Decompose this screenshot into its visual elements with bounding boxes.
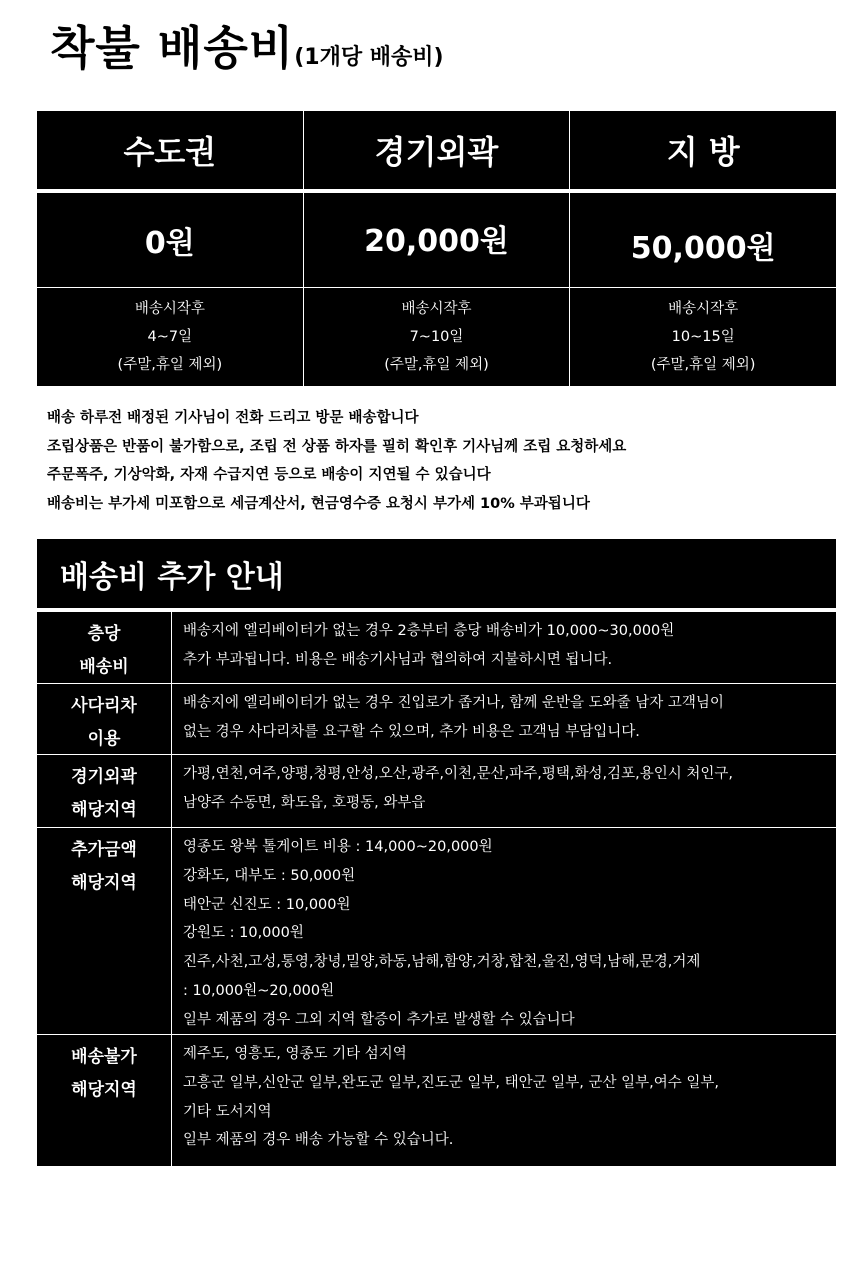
row-label-line: 배송비 <box>79 657 129 677</box>
content-line: 배송지에 엘리베이터가 없는 경우 2층부터 층당 배송비가 10,000~30,000원 <box>183 623 675 639</box>
row-label-line: 해당지역 <box>71 800 137 820</box>
content-line: 없는 경우 사다리차를 요구할 수 있으며, 추가 비용은 고객님 부담입니다. <box>183 723 640 740</box>
content-line: 태안군 신진도 : 10,000원 <box>183 896 351 913</box>
fee-header-metro: 수도권 <box>123 133 217 171</box>
row-label-line: 배송불가 <box>71 1047 137 1067</box>
fee-price-province: 50,000원 <box>569 193 836 287</box>
detail-line: 10~15일 <box>671 329 735 345</box>
detail-line: (주말,휴일 제외) <box>384 357 489 373</box>
row-label <box>37 684 172 755</box>
extra-fee-title: 배송비 추가 안내 <box>60 559 284 595</box>
fee-price-row <box>37 193 836 287</box>
row-label-line: 사다리차 <box>71 696 137 716</box>
title-sub: (1개당 배송비) <box>294 45 444 70</box>
notice-item: 조립상품은 반품이 불가함으로, 조립 전 상품 하자를 필히 확인후 기사님께 조립 요청하세요 <box>47 438 627 455</box>
notice-item: 배송비는 부가세 미포함으로 세금계산서, 현금영수증 요청시 부가세 10% 부과됩니다 <box>47 496 590 513</box>
row-label <box>37 1035 172 1167</box>
row-label-line: 해당지역 <box>71 873 137 893</box>
fee-detail-metro <box>37 288 303 386</box>
row-content <box>172 684 836 755</box>
row-label <box>37 612 172 683</box>
row-content <box>172 828 836 1035</box>
notice-item: 주문폭주, 기상악화, 자재 수급지연 등으로 배송이 지연될 수 있습니다 <box>47 467 491 484</box>
fee-detail-gyeonggi-outer <box>303 288 570 386</box>
fee-header-province: 지 방 <box>569 111 836 189</box>
fee-price-gyeonggi-outer: 20,000원 <box>303 193 570 287</box>
extra-fee-section <box>37 539 836 1166</box>
extra-row-gyeonggi-outer <box>37 754 836 828</box>
content-line: 일부 제품의 경우 그외 지역 할증이 추가로 발생할 수 있습니다 <box>183 1011 575 1028</box>
content-line: 추가 부과됩니다. 비용은 배송기사님과 협의하여 지불하시면 됩니다. <box>183 651 613 668</box>
fee-detail-row <box>37 288 836 386</box>
content-line: 강원도 : 10,000원 <box>183 925 304 942</box>
detail-line: 배송시작후 <box>134 301 205 317</box>
row-label-line: 경기외곽 <box>71 767 137 787</box>
extra-row-ladder-truck <box>37 683 836 755</box>
row-label-line: 해당지역 <box>71 1080 137 1100</box>
content-line: 강화도, 대부도 : 50,000원 <box>183 867 356 884</box>
title-main: 착불 배송비 <box>50 21 295 75</box>
detail-line: 배송시작후 <box>401 301 472 317</box>
content-line: 배송지에 엘리베이터가 없는 경우 진입로가 좁거나, 함께 운반을 도와줄 남자 고객님이 <box>183 695 724 711</box>
fee-header-row <box>37 111 836 189</box>
page-title <box>50 12 444 78</box>
row-content <box>172 755 836 828</box>
content-line: 기타 도서지역 <box>183 1103 272 1120</box>
fee-price-metro: 0원 <box>144 226 195 261</box>
notice-item: 배송 하루전 배정된 기사님이 전화 드리고 방문 배송합니다 <box>47 410 419 426</box>
extra-row-surcharge-area <box>37 827 836 1035</box>
row-label <box>37 828 172 1035</box>
fee-header-gyeonggi-outer: 경기외곽 <box>303 111 570 189</box>
row-label-line: 이용 <box>87 729 121 749</box>
detail-line: (주말,휴일 제외) <box>117 357 223 373</box>
shipping-fee-table <box>37 111 836 386</box>
content-line: : 10,000원~20,000원 <box>183 982 335 999</box>
content-line: 가평,연천,여주,양평,청평,안성,오산,광주,이천,문산,파주,평택,화성,김포,용인시 처인구, <box>183 766 733 782</box>
content-line: 제주도, 영흥도, 영종도 기타 섬지역 <box>183 1046 407 1062</box>
detail-line: 4~7일 <box>147 329 193 345</box>
row-label-line: 층당 <box>87 624 121 644</box>
fee-detail-province <box>569 288 836 386</box>
content-line: 진주,사천,고성,통영,창녕,밀양,하동,남해,함양,거창,합천,울진,영덕,남해,문경,거제 <box>183 954 701 971</box>
extra-row-floor-fee <box>37 612 836 683</box>
row-label-line: 추가금액 <box>71 840 137 860</box>
row-content <box>172 612 836 683</box>
content-line: 영종도 왕복 톨게이트 비용 : 14,000~20,000원 <box>183 839 493 855</box>
detail-line: (주말,휴일 제외) <box>650 357 756 373</box>
content-line: 고흥군 일부,신안군 일부,완도군 일부,진도군 일부, 태안군 일부, 군산 일부,여수 일부, <box>183 1074 719 1091</box>
content-line: 남양주 수동면, 화도읍, 호평동, 와부읍 <box>183 794 426 811</box>
detail-line: 7~10일 <box>409 329 464 345</box>
extra-row-undeliverable-area <box>37 1034 836 1167</box>
content-line: 일부 제품의 경우 배송 가능할 수 있습니다. <box>183 1132 454 1149</box>
row-content <box>172 1035 836 1167</box>
shipping-notices <box>47 404 626 519</box>
row-label <box>37 755 172 828</box>
detail-line: 배송시작후 <box>668 301 739 317</box>
